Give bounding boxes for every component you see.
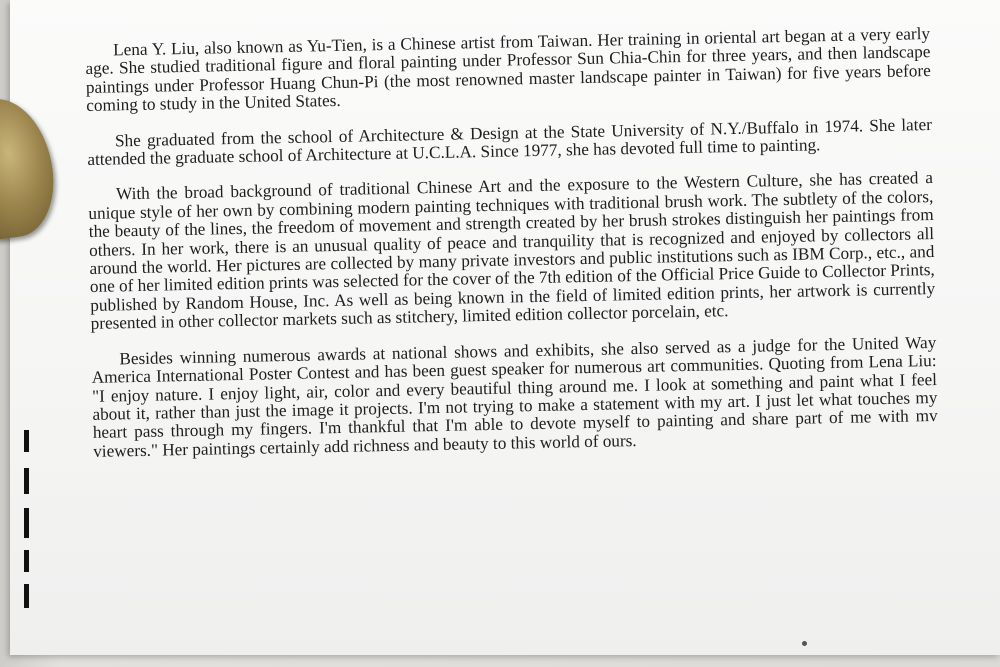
- paper-speck: [802, 641, 807, 646]
- document-text: [85, 25, 939, 478]
- paragraph-education: She graduated from the school of Architecture & Design at the State University of N.Y./Buffalo in 1974. She later attended the graduate school of Architecture at U.C.L.A. Since 1977, she has devoted full time to painting.: [87, 114, 933, 170]
- paragraph-biography: Lena Y. Liu, also known as Yu-Tien, is a Chinese artist from Taiwan. Her training in oriental art began at a very early age. She studied traditional figure and floral painting under Professor Sun Chia-Chin for three years, and then landscape paintings under Professor Huang Chun-Pi (the most renowned master landscape painter in Taiwan) for five years before coming to study in the United States.: [85, 24, 931, 116]
- binding-marks: [24, 430, 30, 610]
- paragraph-awards-quote: Besides winning numerous awards at national shows and exhibits, she also served as a judge for the United Way America International Poster Contest and has been guest speaker for numerous art communities. Quoting from Lena Liu: "I enjoy nature. I enjoy light, air, color and every beautiful thing around me. I look at something and paint what I feel about it, rather than just the image it projects. I'm not trying to make a statement with my art. I just let what touches my heart pass through my fingers. I'm thankful that I'm able to devote myself to painting and share part of me with mv viewers." Her paintings certainly add richness and beauty to this world of ours.: [91, 332, 938, 461]
- paragraph-style: With the broad background of traditional Chinese Art and the exposure to the Western Culture, she has created a unique style of her own by combining modern painting techniques with traditional brush work. The subtlety of the colors, the beauty of the lines, the freedom of movement and strength created by her brush strokes distinguish her paintings from others. In her work, there is an unusual quality of peace and tranquility that is recognized and enjoyed by collectors all around the world. Her pictures are collected by many private investors and public institutions such as IBM Corp., etc., and one of her limited edition prints was selected for the cover of the 7th edition of the Official Price Guide to Collector Prints, published by Random House, Inc. As well as being known in the field of limited edition prints, her artwork is currently presented in other collector markets such as stitchery, limited edition collector porcelain, etc.: [88, 168, 936, 334]
